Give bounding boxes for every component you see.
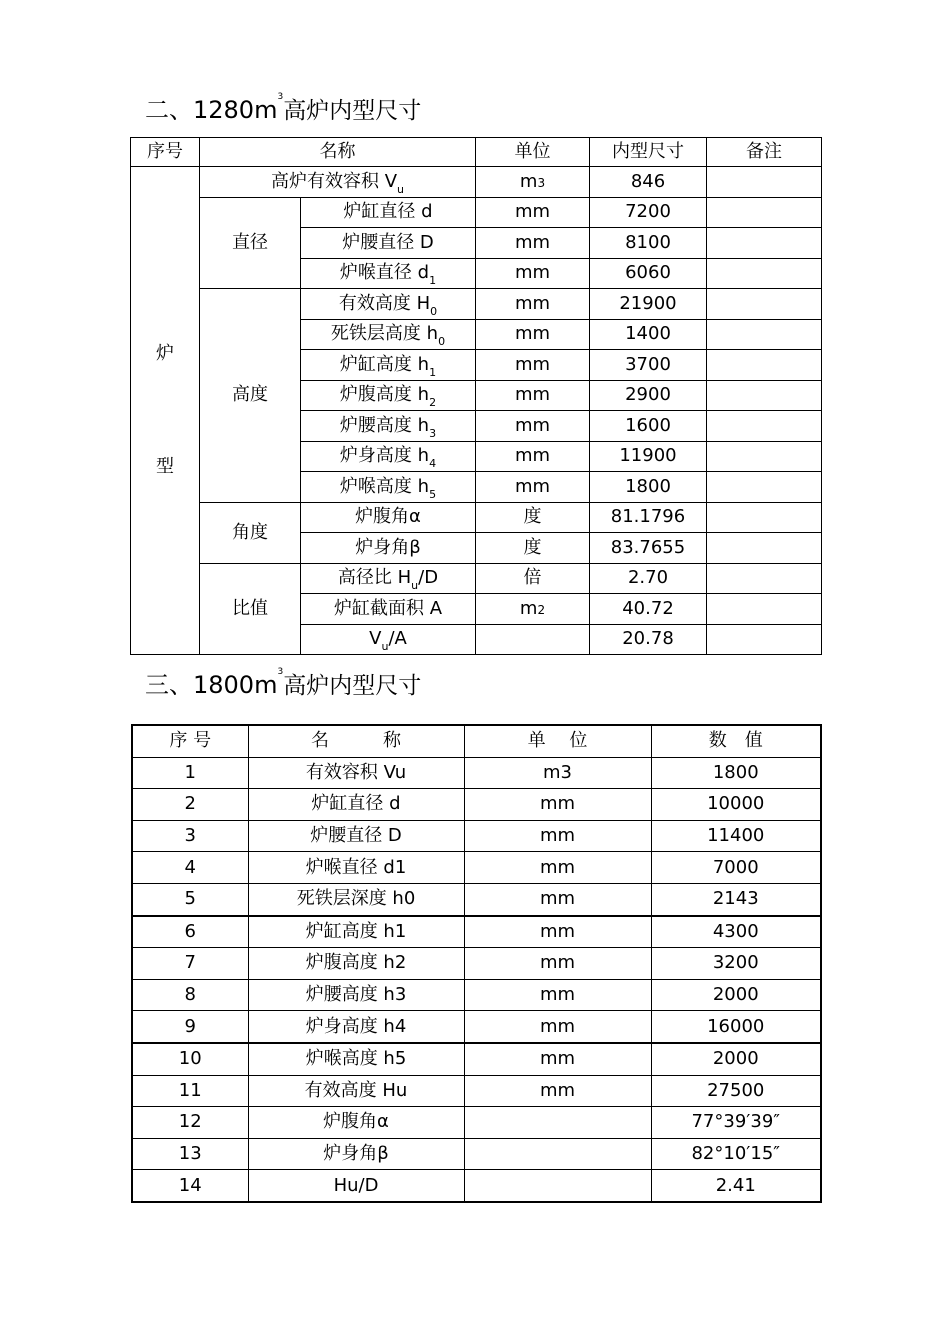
value-cell: 1400: [590, 319, 707, 350]
table-row: [132, 883, 821, 915]
name-cell: 炉身高度 h4: [248, 1011, 464, 1043]
value-cell: 2.41: [651, 1170, 821, 1202]
table-row: [132, 979, 821, 1011]
name-cell: 死铁层深度 h0: [248, 883, 464, 915]
section1-title-suffix: 高炉内型尺寸: [283, 98, 422, 124]
value-cell: 7200: [590, 197, 707, 228]
name-cell: 炉身高度 $h_4$: [301, 441, 476, 472]
value-cell: 21900: [590, 289, 707, 320]
name-cell: 炉缸高度 h1: [248, 916, 464, 948]
unit-cell: mm: [476, 258, 590, 289]
note-cell: [707, 350, 822, 381]
no-cell: 8: [132, 979, 248, 1011]
unit-cell: mm: [464, 948, 651, 980]
unit-cell: mm: [464, 852, 651, 884]
name-cell: 死铁层高度 $h_0$: [301, 319, 476, 350]
value-cell: 16000: [651, 1011, 821, 1043]
table-row: [132, 820, 821, 852]
note-cell: [707, 502, 822, 533]
table-row: [132, 757, 821, 789]
category-cell: 角度: [200, 502, 301, 563]
table-1280: [130, 137, 822, 655]
header-cell: 单位: [476, 138, 590, 167]
value-cell: 2.70: [590, 563, 707, 594]
unit-cell: mm: [476, 197, 590, 228]
section1-title-sup: 3: [277, 92, 284, 102]
value-cell: 846: [590, 167, 707, 198]
note-cell: [707, 472, 822, 503]
value-cell: 2143: [651, 883, 821, 915]
name-cell: 炉腹高度 h2: [248, 948, 464, 980]
name-cell: 炉缸直径 d: [301, 197, 476, 228]
table-row: [132, 1107, 821, 1139]
no-cell: 11: [132, 1075, 248, 1107]
no-cell: 10: [132, 1043, 248, 1075]
value-cell: 77°39′39″: [651, 1107, 821, 1139]
header-cell: 备注: [707, 138, 822, 167]
value-cell: 11400: [651, 820, 821, 852]
name-cell: 炉缸高度 $h_1$: [301, 350, 476, 381]
table-1800: [131, 724, 822, 1203]
table-row: [132, 852, 821, 884]
value-cell: 11900: [590, 441, 707, 472]
value-cell: 82°10′15″: [651, 1138, 821, 1170]
group-label-top: 炉: [156, 343, 174, 364]
section1-title: [145, 90, 421, 125]
table-row: [132, 1170, 821, 1202]
unit-cell: 度: [476, 502, 590, 533]
unit-cell: mm: [476, 289, 590, 320]
value-cell: 27500: [651, 1075, 821, 1107]
value-cell: 40.72: [590, 594, 707, 625]
header-cell: 序 号: [132, 725, 248, 757]
unit-cell: m2: [476, 594, 590, 625]
table-row: [132, 916, 821, 948]
table-row: [131, 197, 822, 228]
name-cell: 炉腰高度 $h_3$: [301, 411, 476, 442]
value-cell: 7000: [651, 852, 821, 884]
no-cell: 14: [132, 1170, 248, 1202]
unit-cell: mm: [464, 916, 651, 948]
value-cell: 1800: [590, 472, 707, 503]
value-cell: 2000: [651, 979, 821, 1011]
name-cell: $V_u/A$: [301, 624, 476, 655]
note-cell: [707, 197, 822, 228]
note-cell: [707, 289, 822, 320]
no-cell: 9: [132, 1011, 248, 1043]
value-cell: 1600: [590, 411, 707, 442]
note-cell: [707, 624, 822, 655]
value-cell: 3200: [651, 948, 821, 980]
unit-cell: mm: [476, 350, 590, 381]
no-cell: 1: [132, 757, 248, 789]
value-cell: 8100: [590, 228, 707, 259]
name-cell: 炉腹高度 $h_2$: [301, 380, 476, 411]
value-cell: 1800: [651, 757, 821, 789]
name-cell: 炉喉高度 h5: [248, 1043, 464, 1075]
unit-cell: m3: [476, 167, 590, 198]
section1-title-prefix: 二、1280m: [145, 96, 278, 124]
no-cell: 12: [132, 1107, 248, 1139]
name-cell: 炉腹角α: [301, 502, 476, 533]
note-cell: [707, 563, 822, 594]
unit-cell: 倍: [476, 563, 590, 594]
table-row: [131, 502, 822, 533]
unit-cell: mm: [464, 1011, 651, 1043]
name-cell: 炉缸截面积 A: [301, 594, 476, 625]
unit-cell: mm: [476, 228, 590, 259]
value-cell: 10000: [651, 789, 821, 821]
unit-cell: m3: [464, 757, 651, 789]
table-row: [131, 167, 822, 198]
unit-cell: 度: [476, 533, 590, 564]
section2-title-sup: 3: [277, 667, 284, 677]
value-cell: 4300: [651, 916, 821, 948]
note-cell: [707, 258, 822, 289]
unit-cell: mm: [476, 472, 590, 503]
name-cell: 有效高度 $H_0$: [301, 289, 476, 320]
note-cell: [707, 167, 822, 198]
unit-cell: mm: [464, 979, 651, 1011]
table-header-row: [131, 138, 822, 167]
no-cell: 7: [132, 948, 248, 980]
name-cell: 炉喉直径 d1: [248, 852, 464, 884]
name-cell: 高炉有效容积 $V_u$: [200, 167, 476, 198]
name-cell: 炉缸直径 d: [248, 789, 464, 821]
no-cell: 4: [132, 852, 248, 884]
value-cell: 83.7655: [590, 533, 707, 564]
header-cell: 序号: [131, 138, 200, 167]
unit-cell: mm: [464, 1043, 651, 1075]
no-cell: 2: [132, 789, 248, 821]
note-cell: [707, 319, 822, 350]
header-cell: 单 位: [464, 725, 651, 757]
note-cell: [707, 411, 822, 442]
name-cell: 有效容积 Vu: [248, 757, 464, 789]
table-header-row: [132, 725, 821, 757]
section2-title-prefix: 三、1800m: [145, 671, 278, 699]
unit-cell: mm: [476, 380, 590, 411]
name-cell: Hu/D: [248, 1170, 464, 1202]
unit-cell: mm: [464, 883, 651, 915]
name-cell: 炉腰高度 h3: [248, 979, 464, 1011]
unit-cell: mm: [476, 319, 590, 350]
unit-cell: [464, 1170, 651, 1202]
name-cell: 高径比 $H_u/D$: [301, 563, 476, 594]
category-cell: 直径: [200, 197, 301, 289]
unit-cell: mm: [476, 411, 590, 442]
table-row: [132, 1075, 821, 1107]
unit-cell: [476, 624, 590, 655]
unit-cell: [464, 1138, 651, 1170]
section2-title-suffix: 高炉内型尺寸: [283, 673, 422, 699]
value-cell: 6060: [590, 258, 707, 289]
header-cell: 数 值: [651, 725, 821, 757]
table-row: [132, 1138, 821, 1170]
unit-cell: mm: [464, 820, 651, 852]
note-cell: [707, 533, 822, 564]
no-cell: 3: [132, 820, 248, 852]
table-row: [132, 948, 821, 980]
note-cell: [707, 228, 822, 259]
section2-title: [145, 665, 421, 700]
name-cell: 炉腰直径 D: [248, 820, 464, 852]
unit-cell: mm: [464, 789, 651, 821]
name-cell: 炉喉直径 $d_1$: [301, 258, 476, 289]
name-cell: 有效高度 Hu: [248, 1075, 464, 1107]
value-cell: 81.1796: [590, 502, 707, 533]
table-row: [132, 1011, 821, 1043]
name-cell: 炉腰直径 D: [301, 228, 476, 259]
table-row: [132, 1043, 821, 1075]
unit-cell: mm: [476, 441, 590, 472]
unit-cell: [464, 1107, 651, 1139]
table-row: [131, 289, 822, 320]
value-cell: 3700: [590, 350, 707, 381]
value-cell: 2900: [590, 380, 707, 411]
group-label-bottom: 型: [156, 456, 174, 477]
no-cell: 5: [132, 883, 248, 915]
unit-cell: mm: [464, 1075, 651, 1107]
value-cell: 2000: [651, 1043, 821, 1075]
value-cell: 20.78: [590, 624, 707, 655]
no-cell: 6: [132, 916, 248, 948]
note-cell: [707, 594, 822, 625]
name-cell: 炉腹角α: [248, 1107, 464, 1139]
name-cell: 炉身角β: [301, 533, 476, 564]
no-cell: 13: [132, 1138, 248, 1170]
table-row: [132, 789, 821, 821]
note-cell: [707, 380, 822, 411]
category-cell: 比值: [200, 563, 301, 655]
header-cell: 内型尺寸: [590, 138, 707, 167]
name-cell: 炉身角β: [248, 1138, 464, 1170]
table-row: [131, 563, 822, 594]
name-cell: 炉喉高度 $h_5$: [301, 472, 476, 503]
header-cell: 名称: [200, 138, 476, 167]
header-cell: 名 称: [248, 725, 464, 757]
note-cell: [707, 441, 822, 472]
category-cell: 高度: [200, 289, 301, 503]
group-label-cell: [131, 167, 200, 655]
